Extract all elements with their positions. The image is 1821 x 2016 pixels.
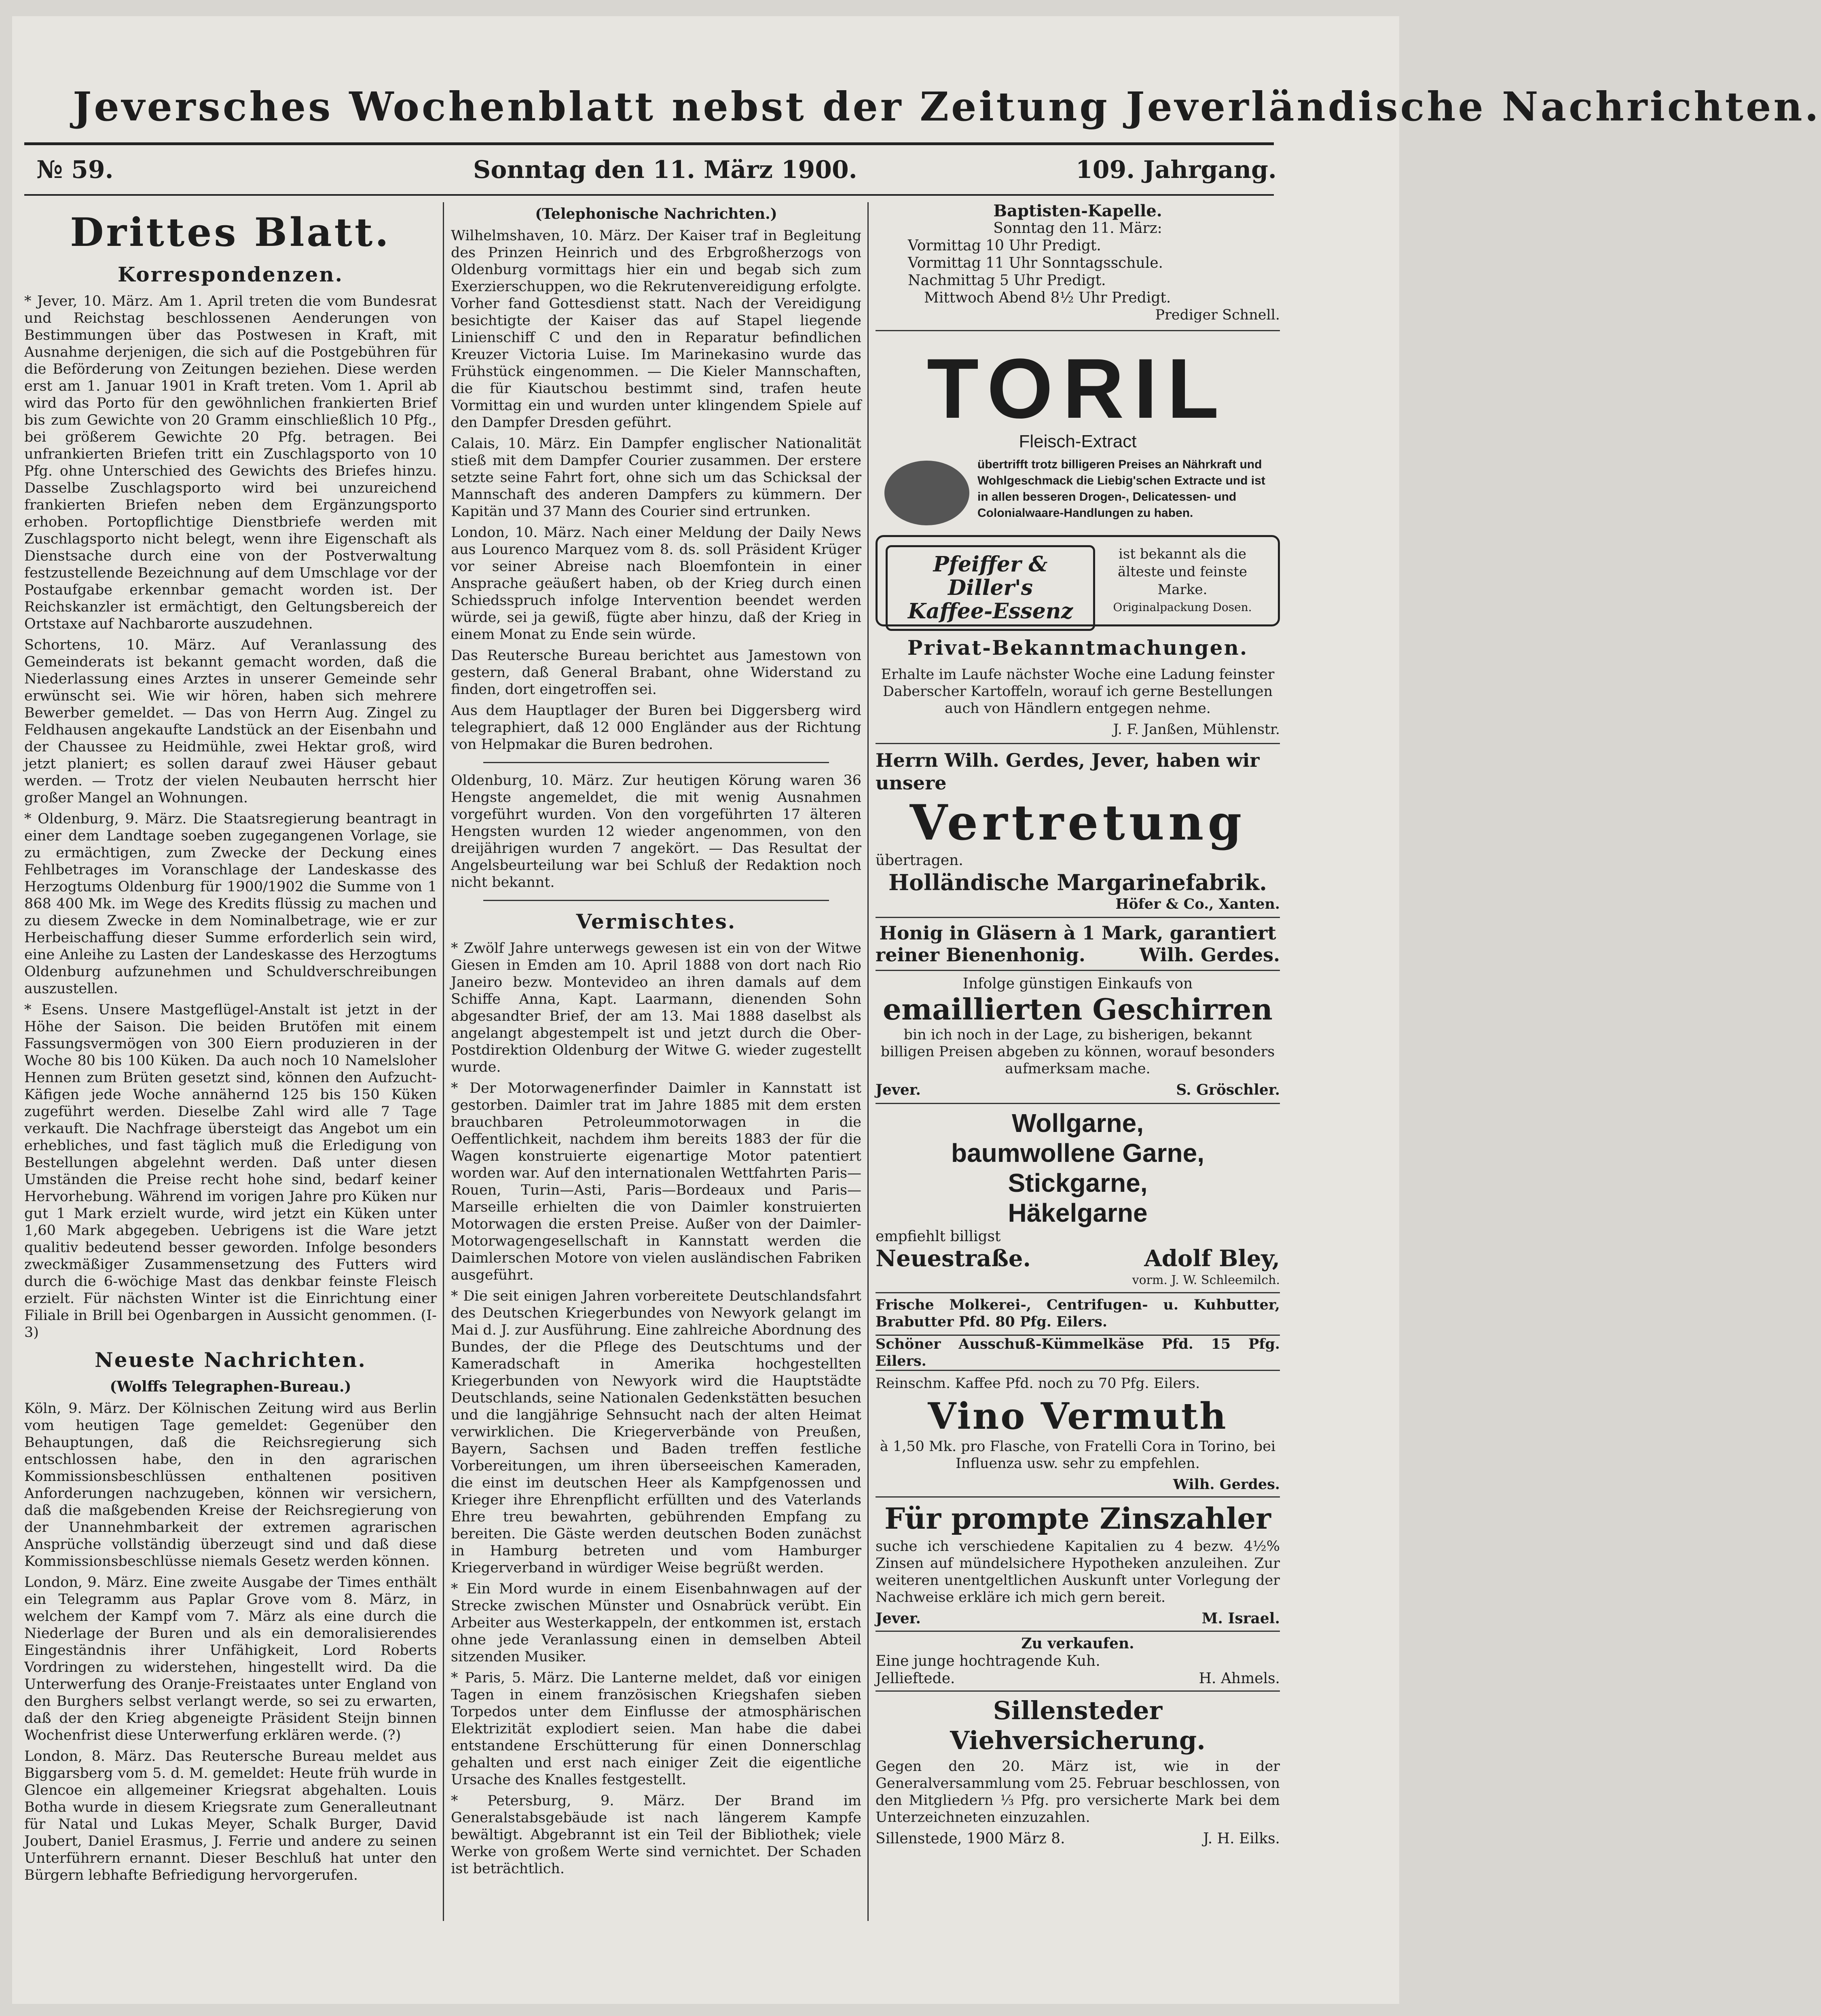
ad-honig-row [876,944,1280,966]
ad-divider [876,1631,1280,1632]
toril-subtitle: Fleisch-Extract [1019,432,1137,451]
article-zwoelf-jahre: * Zwölf Jahre unterwegs gewesen ist ein von der Witwe Giesen in Emden am 10. April 1888 von dort nach Rio Janeiro bezw. Montevideo an ihren damals auf dem Schiffe Anna, Kapt. Laarmann, dienenden Sohn abgesandter Brief, der am 13. Mai 1888 daselbst als angelangt abgestempelt ist und jetzt durch die Ober-Postdirektion Oldenburg der Witwe G. wieder zugestellt wurde. [451,940,861,1075]
ad-zins-text: suche ich verschiedene Kapitalien zu 4 bezw. 4½% Zinsen auf mündelsichere Hypotheken anzuleihen. Zur weiteren unentgeltlichen Auskunft unter Vorlegung der Nachweise erkläre ich mich gern bereit. [876,1538,1280,1606]
ad-email-title: emaillierten Geschirren [883,992,1273,1026]
article-koeln: Köln, 9. März. Der Kölnischen Zeitung wird aus Berlin vom heutigen Tage gemeldet: Gegenüber den Behauptungen, daß die Reichsregierung sich entschlossen habe, den in den agrarischen Kommissionsbeschlüssen enthaltenen positiven Anforderungen nachzugeben, können wir versichern, daß die maßgebenden Kreise der Reichsregierung von der Unannehmbarkeit der extremen agrarischen Ansprüche vollständig überzeugt sind und daß diese Kommissionsbeschlüsse niemals Gesetz werden können. [24,1400,437,1570]
ad-bley-row [876,1245,1280,1272]
article-london-1: London, 9. März. Eine zweite Ausgabe der Times enthält ein Telegramm aus Paplar Grove vom 8. März, in welchem der Kampf vom 7. März als eine durch die Niederlage der Buren und als ein demoralisierendes Eingeständnis ihrer Unfähigkeit, Lord Roberts Vordringen zu widerstehen, hingestellt wird. Da die Unterwerfung des Oranje-Freistaates unter England von den Burghers selbst verlangt werde, so sei zu erwarten, daß der den Krieg abgeneigte Präsident Steijn binnen Wochenfrist diese Unterwerfung erklären werde. (?) [24,1574,437,1743]
ad-divider [876,1103,1280,1104]
ad-honig-text: reiner Bienenhonig. [876,944,1085,966]
ad-verkauf-row [876,1670,1280,1687]
chapel-date: Sonntag den 11. März: [993,220,1162,237]
ad-divider [876,970,1280,971]
article-mord: * Ein Mord wurde in einem Eisenbahnwagen auf der Strecke zwischen Münster und Osnabrück verübt. Ein Arbeiter aus Westerkappeln, der entkommen ist, erstach ohne jede Veranlassung einen in demselben Abteil sitzenden Musiker. [451,1581,861,1665]
ad-janssen-signature: J. F. Janßen, Mühlenstr. [1113,721,1280,738]
ad-vino-signature: Wilh. Gerdes. [1173,1476,1280,1493]
latest-news-source: (Wolffs Telegraphen-Bureau.) [110,1378,351,1395]
pfeiffer-line: Originalpackung Dosen. [1113,601,1252,614]
latest-news-header: Neueste Nachrichten. [95,1348,366,1372]
article-wilhelmshaven: Wilhelmshaven, 10. März. Der Kaiser traf in Begleitung des Prinzen Heinrich und des Erbgroßherzogs von Oldenburg vormittags hier ein und begab sich zum Exerzierschuppen, wo die Rekrutenvereidigung erfolgte. Vorher fand Gottesdienst statt. Nach der Vereidigung besichtigte der Kaiser das auf Stapel liegende Linienschiff C und den in Reparatur befindlichen Kreuzer Victoria Luise. Im Marinekasino wurde das Frühstück eingenommen. — Die Kieler Mannschaften, die für Kiautschou bestimmt sind, trafen heute Vormittag ein und wurden unter klingendem Spiele auf den Dampfer Dresden geführt. [451,228,861,431]
ad-vino-text: à 1,50 Mk. pro Flasche, von Fratelli Cora in Torino, bei Influenza usw. sehr zu empfehlen. [880,1438,1276,1472]
pfeiffer-ad [876,535,1280,626]
article-calais: Calais, 10. März. Ein Dampfer englischer Nationalität stieß mit dem Dampfer Courier zusammen. Der erstere setzte seine Fahrt fort, ohne sich um das Schicksal der Mannschaft des anderen Dampfers zu kümmern. Der Kapitän und 37 Mann des Courier sind ertrunken. [451,436,861,520]
pfeiffer-product: Kaffee-Essenz [907,599,1073,624]
ad-eilers-butter: Frische Molkerei-, Centrifugen- u. Kuhbutter, Brabutter Pfd. 80 Pfg. Eilers. [876,1297,1280,1330]
issue-number: № 59. [36,156,114,184]
article-oldenburg-2: Oldenburg, 10. März. Zur heutigen Körung waren 36 Hengste angemeldet, die mit wenig Ausnahmen vorgeführt wurden. Von den vorgeführten 17 älteren Hengsten wurden 12 wieder angenommen, von den dreijährigen wurden 7 angekört. — Das Resultat der Angelsbeurteilung war bei Schluß der Redaktion noch nicht bekannt. [451,772,861,891]
pfeiffer-logo [886,545,1095,631]
column-1 [24,202,437,1921]
ad-vertretung: Vertretung [909,794,1246,851]
issue-volume: 109. Jahrgang. [1076,156,1277,184]
ad-sill-header: Sillensteder Viehversicherung. [950,1696,1206,1755]
toril-description: übertrifft trotz billigeren Preises an Nährkraft und Wohlgeschmack die Liebig'schen Extracte und ist in allen besseren Drogen-, Delicatessen- und Colonialwaare-Handlungen zu haben. [977,458,1265,520]
ad-gerdes-intro: Herrn Wilh. Gerdes, Jever, haben wir unsere [876,749,1260,794]
article-daimler: * Der Motorwagenerfinder Daimler in Kannstatt ist gestorben. Daimler trat im Jahre 1885 mit dem ersten brauchbaren Petroleummotorwagen in die Oeffentlichkeit, nachdem ihm bereits 1883 der für die Wagen konstruierte eigenartige Motor patentiert worden war. Auf den internationalen Wettfahrten Paris—Rouen, Turin—Asti, Paris—Bordeaux und Paris—Marseille erhielten die von Daimler konstruierten Motorwagen die ersten Preise. Außer von der Daimler-Motorwagengesellschaft in Kannstatt werden die Daimlerschen Motore von vielen ausländischen Fabriken ausgeführt. [451,1080,861,1283]
article-reuter: Das Reutersche Bureau berichtet aus Jamestown von gestern, daß General Brabant, ohne Widerstand zu finden, dort eingetroffen sei. [451,647,861,698]
ad-email-place: Jever. [876,1081,921,1098]
pfeiffer-line: älteste und feinste [1117,564,1248,580]
chapel-line: Mittwoch Abend 8½ Uhr Predigt. [924,290,1171,306]
ad-verkauf-signature: H. Ahmels. [1199,1670,1280,1687]
section-divider [483,900,829,901]
chapel-signature: Prediger Schnell. [1155,307,1280,323]
pfeiffer-text [1092,545,1270,616]
pfeiffer-line: ist bekannt als die [1119,546,1246,562]
column-divider [443,202,444,1921]
pfeiffer-brand: Pfeiffer & Diller's [933,552,1048,600]
chapel-line: Vormittag 11 Uhr Sonntagsschule. [908,255,1163,271]
ad-sill-text: Gegen den 20. März ist, wie in der Generalversammlung vom 25. Februar beschlossen, von den Mitgliedern ⅓ Pfg. pro versicherte Mark bei dem Unterzeichneten einzuzahlen. [876,1758,1280,1826]
article-kriegerbund: * Die seit einigen Jahren vorbereitete Deutschlandsfahrt des Deutschen Kriegerbundes von Newyork gelangt im Mai d. J. zur Ausführung. Eine zahlreiche Abordnung des Bundes, der die Pflege des Deutschtums und der Kameradschaft in Amerika hochgestellten Kriegerbunden von Newyork wird die Hauptstädte Deutschlands, seine Nationalen Gedenkstätten besuchen und die langjährige Sehnsucht nach der alten Heimat verwirklichen. Die Kriegerverbände von Preußen, Bayern, Sachsen und Baden treffen festliche Vorbereitungen, um ihren überseeischen Kameraden, die einst im deutschen Heer als Kampfgenossen und Krieger ihre Ehrenpflicht erfüllten und des Vaterlands Ehre treu bewahrten, gebührenden Empfang zu bereiten. Die Gäste werden deutschen Boden zunächst in Hamburg betreten und vom Hamburger Kriegerverband in würdiger Weise begrüßt werden. [451,1288,861,1576]
ad-divider [876,917,1280,918]
issue-date: Sonntag den 11. März 1900. [473,156,857,184]
ad-wool-line: Stickgarne, [1008,1168,1148,1197]
newspaper-page [12,16,1821,2004]
ad-janssen: Erhalte im Laufe nächster Woche eine Ladung feinster Daberscher Kartoffeln, worauf ich gerne Bestellungen auch von Händlern entgegen nehme. [881,666,1275,717]
misc-header: Vermischtes. [576,910,736,933]
chapel-line: Nachmittag 5 Uhr Predigt. [908,272,1106,289]
ad-wool-line: baumwollene Garne, [951,1138,1204,1168]
ad-email-signature: S. Gröschler. [1176,1081,1280,1098]
ad-zins-signature: M. Israel. [1201,1610,1280,1627]
ad-sill-place: Sillenstede, 1900 März 8. [876,1830,1065,1847]
ad-zins-title: Für prompte Zinszahler [884,1501,1271,1536]
ad-wool-line: Wollgarne, [1012,1108,1144,1138]
chapel-line: Vormittag 10 Uhr Predigt. [908,237,1101,254]
ad-email-text: bin ich noch in der Lage, zu bisherigen, bekannt billigen Preisen abgeben zu können, worauf besonders aufmerksam mache. [880,1027,1275,1077]
ad-verkauf-place: Jellieftede. [876,1670,955,1687]
ad-email-row [876,1081,1280,1099]
toril-logo: TORIL [926,341,1229,436]
article-schortens: Schortens, 10. März. Auf Veranlassung des Gemeinderats ist bekannt gemacht worden, daß die Niederlassung eines Arztes in unserer Gemeinde sehr erwünscht sei. Wie wir hören, haben sich mehrere Bewerber gemeldet. — Das von Herrn Aug. Zingel zu Feldhausen angekaufte Landstück an der Eisenbahn und der Chaussee zu Heidmühle, zwei Hektar groß, wird jetzt planiert; es sollen darauf zwei Häuser gebaut werden. — Trotz der vielen Neubauten herrscht hier großer Mangel an Wohnungen. [24,637,437,806]
ad-honig: Honig in Gläsern à 1 Mark, garantiert [879,922,1276,944]
article-london-2: London, 8. März. Das Reutersche Bureau meldet aus Biggarsberg vom 5. d. M. gemeldet: Heute früh wurde in Glencoe ein allgemeiner Kriegsrat abgehalten. Louis Botha wurde in diesem Kriegsrate zum Generalleutnant für Natal und Lukas Meyer, Schalk Burger, David Joubert, Daniel Erasmus, J. Ferrie und andere zu seinen Unterführern ernannt. Dieser Beschluß hat unter den Bürgern lebhafte Befriedigung hervorgerufen. [24,1748,437,1883]
ad-sill-signature: J. H. Eilks. [1203,1830,1280,1847]
ad-bley-sub: vorm. J. W. Schleemilch. [1132,1273,1280,1287]
section-title: Drittes Blatt. [70,209,391,255]
ad-wool-intro: empfiehlt billigst [876,1228,1001,1245]
ad-divider [876,1690,1280,1692]
ad-bley-place: Neuestraße. [876,1245,1031,1272]
article-london-3: London, 10. März. Nach einer Meldung der Daily News aus Lourenco Marquez vom 8. ds. soll Präsident Krüger vor seiner Abreise nach Bloemfontein in einer Ansprache geäußert haben, ob der Krieg durch einen Schiedsspruch infolge Intervention beendet werden würde, sei ja gewiß, fügte aber hinzu, daß der Krieg in einem Monat zu Ende sein würde. [451,525,861,643]
correspondence-header: Korrespondenzen. [117,262,344,286]
column-3 [876,202,1280,1921]
ad-wool-line: Häkelgarne [1008,1198,1148,1227]
column-2 [451,202,861,1921]
ad-zins-row [876,1610,1280,1627]
ad-vino-title: Vino Vermuth [928,1395,1228,1438]
ad-email-intro: Infolge günstigen Einkaufs von [962,975,1193,992]
ad-divider [876,1496,1280,1498]
article-diggersberg: Aus dem Hauptlager der Buren bei Diggersberg wird telegraphiert, daß 12 000 Engländer aus der Richtung von Helpmakar die Buren bedrohen. [451,702,861,753]
ad-divider [876,743,1280,744]
dateline-rule [24,194,1274,196]
article-paris: * Paris, 5. März. Die Lanterne meldet, daß vor einigen Tagen in einem französischen Kriegshafen sieben Torpedos unter dem Einflusse der atmosphärischen Elektrizität explodiert seien. Man habe die dabei entstandene Erschütterung für einen Donnerschlag gehalten und erst nach einiger Zeit die eigentliche Ursache des Knalles festgestellt. [451,1670,861,1788]
ad-eilers-kaese: Schöner Ausschuß-Kümmelkäse Pfd. 15 Pfg. Eilers. [876,1335,1280,1371]
masthead-title: Jeversches Wochenblatt nebst der Zeitung Jeverländische Nachrichten. [73,84,1821,130]
pfeiffer-line: Marke. [1157,582,1208,598]
article-jever: * Jever, 10. März. Am 1. April treten die vom Bundesrat und Reichstag beschlossenen Aenderungen von Bestimmungen über das Postwesen in Kraft, mit Ausnahme derjenigen, die sich auf die Postgebühren für die Beförderung von Zeitungen beziehen. Diese werden erst am 1. Januar 1901 in Kraft treten. Vom 1. April ab wird das Porto für den gewöhnlichen frankierten Brief bis zum Gewichte von 20 Gramm einschließlich 10 Pfg., bei größerem Gewichte 20 Pfg. betragen. Bei unfrankierten Briefen tritt ein Zuschlagsporto von 10 Pfg. ohne Unterschied des Gewichts des Briefes hinzu. Dasselbe Zuschlagsporto wird bei unzureichend frankierten Briefen neben dem Ergänzungsporto erhoben. Portopflichtige Dienstbriefe werden mit Zuschlagsporto nicht belegt, wenn ihre Eigenschaft als Dienstsache durch eine von der Postverwaltung festzustellende Bezeichnung auf dem Umschlage vor der Postaufgabe erkennbar gemacht worden ist. Der Reichskanzler ist ermächtigt, den Geltungsbereich der Ortstaxe auf Nachbarorte auszudehnen. [24,293,437,632]
ad-honig-signature: Wilh. Gerdes. [1139,944,1280,966]
ad-uebertragen: übertragen. [876,852,963,869]
masthead-rule [24,142,1274,145]
ad-eilers-kaffee: Reinschm. Kaffee Pfd. noch zu 70 Pfg. Eilers. [876,1375,1200,1392]
article-petersburg: * Petersburg, 9. März. Der Brand im Generalstabsgebäude ist nach längerem Kampfe bewältigt. Abgebrannt ist ein Teil der Bibliothek; viele Werke von großem Werte sind vernichtet. Der Schaden ist beträchtlich. [451,1793,861,1877]
ad-divider [876,1292,1280,1293]
ad-margarine-signature: Höfer & Co., Xanten. [1115,896,1280,912]
ad-verkauf-header: Zu verkaufen. [1021,1635,1134,1652]
private-notices-header: Privat-Bekanntmachungen. [907,636,1248,660]
article-oldenburg: * Oldenburg, 9. März. Die Staatsregierung beantragt in einer dem Landtage soeben zugegangenen Vorlage, sie zu ermächtigen, zum Zwecke der Deckung eines Fehlbetrages im Voranschlage der Landeskasse des Herzogtums Oldenburg für 1900/1902 die Summe von 1 868 400 Mk. im Wege des Kredits flüssig zu machen und zu diesem Zwecke in dem Nominalbetrage, wie er zur Herbeischaffung dieser Summe erforderlich sein wird, eine Anleihe zu Lasten der Landeskasse des Herzogtums Oldenburg aufzunehmen und Schuldverschreibungen auszustellen. [24,811,437,997]
ad-sill-row [876,1830,1280,1847]
ad-zins-place: Jever. [876,1610,921,1627]
ad-margarine: Holländische Margarinefabrik. [888,869,1267,895]
telephone-news-header: (Telephonische Nachrichten.) [535,205,777,222]
chapel-title: Baptisten-Kapelle. [993,201,1162,220]
toril-ad [876,340,1280,525]
ad-divider [876,330,1280,331]
ad-bley-name: Adolf Bley, [1144,1245,1280,1272]
column-divider [867,202,869,1921]
ad-verkauf-text: Eine junge hochtragende Kuh. [876,1653,1100,1669]
bull-head-icon [884,461,969,525]
article-esens: * Esens. Unsere Mastgeflügel-Anstalt ist jetzt in der Höhe der Saison. Die beiden Brutöfen mit einem Fassungsvermögen von 300 Eiern produzieren in der Woche 80 bis 100 Küken. Da auch noch 10 Namelsloher Hennen zum Brüten gesetzt sind, können den Aufzucht-Käfigen jede Woche annähernd 125 bis 150 Küken zugeführt werden. Dieselbe Zahl wird alle 7 Tage verkauft. Die Nachfrage übersteigt das Angebot um ein erhebliches, und fast täglich muß die Erledigung von Bestellungen abgelehnt werden. Daß unter diesen Umständen die Preise recht hohe sind, bedarf keiner Hervorhebung. Während im vorigen Jahre pro Küken nur gut 1 Mark erzielt wurde, wird jetzt ein Küken unter 1,60 Mark abgegeben. Uebrigens ist die Ware jetzt qualitiv bedeutend besser geworden. Infolge besonders zweckmäßiger Zusammensetzung des Futters wird durch die 6-wöchige Mast das denkbar feinste Fleisch erzielt. Für nächsten Winter ist die Einrichtung einer Filiale in Brill bei Ogenbargen in Aussicht genommen. (I-3) [24,1002,437,1341]
section-divider [483,762,829,763]
